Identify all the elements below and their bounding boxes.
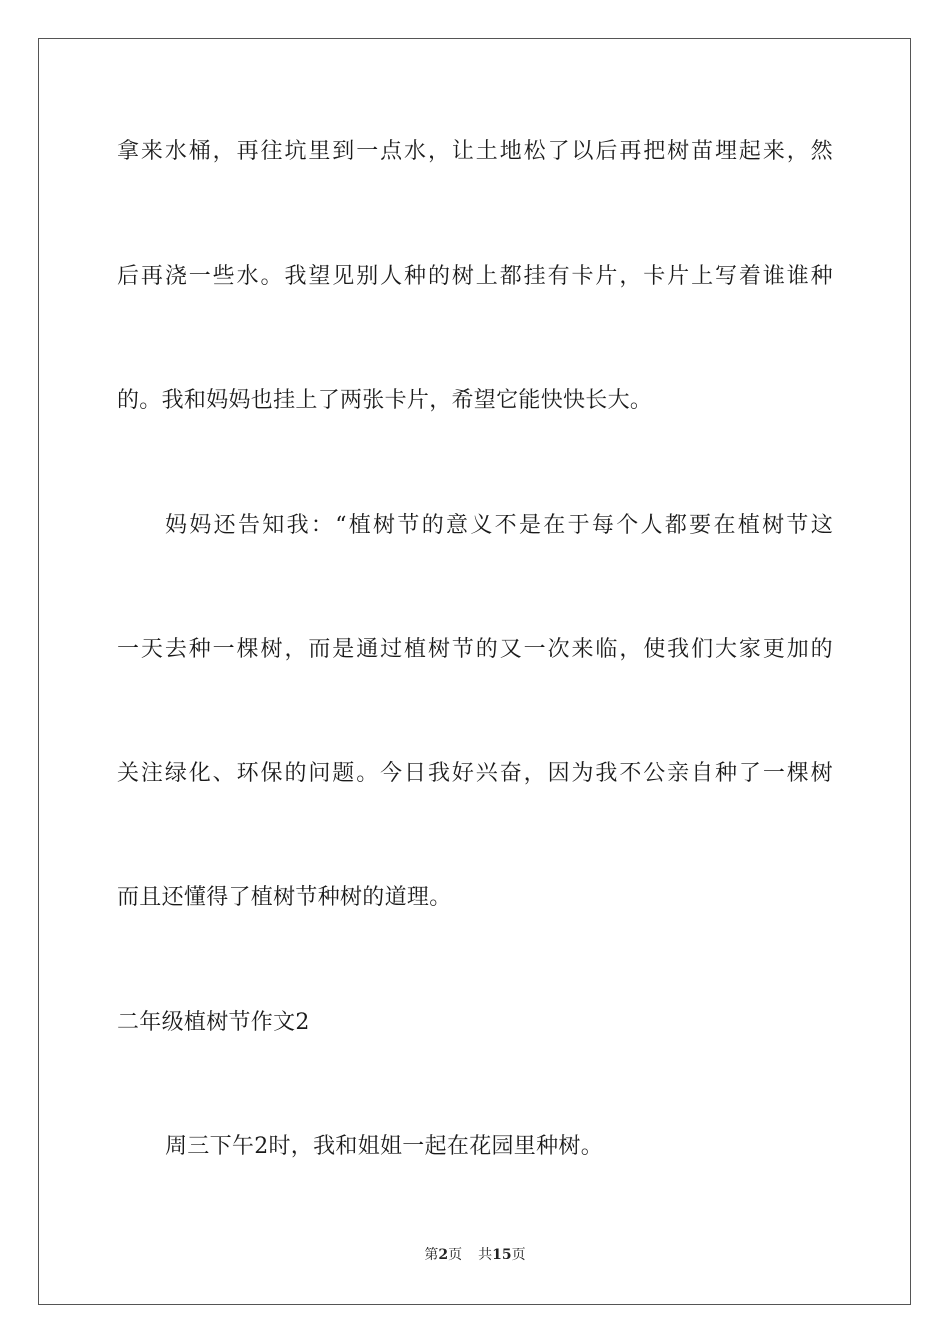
body-line-6: 关注绿化、环保的问题。今日我好兴奋，因为我不公亲自种了一棵树 xyxy=(117,761,833,786)
footer-page-suffix: 页 xyxy=(448,1247,463,1263)
body-line-7: 而且还懂得了植树节种树的道理。 xyxy=(117,885,452,910)
footer-total-suffix: 页 xyxy=(511,1247,526,1263)
footer-total-pages: 15 xyxy=(492,1247,512,1263)
body-line-9: 周三下午2时，我和姐姐一起在花园里种树。 xyxy=(165,1134,603,1159)
body-line-4: 妈妈还告知我：“植树节的意义不是在于每个人都要在植树节这 xyxy=(165,513,833,538)
body-line-2: 后再浇一些水。我望见别人种的树上都挂有卡片，卡片上写着谁谁种 xyxy=(117,264,833,289)
section-heading: 二年级植树节作文2 xyxy=(117,1010,310,1035)
page-footer xyxy=(0,1245,950,1265)
body-line-1: 拿来水桶，再往坑里到一点水，让土地松了以后再把树苗埋起来，然 xyxy=(117,139,833,164)
footer-page-number: 2 xyxy=(438,1247,449,1263)
page-border xyxy=(38,38,911,1305)
body-line-3: 的。我和妈妈也挂上了两张卡片，希望它能快快长大。 xyxy=(117,388,653,413)
footer-total-prefix: 共 xyxy=(478,1247,493,1263)
body-line-5: 一天去种一棵树，而是通过植树节的又一次来临，使我们大家更加的 xyxy=(117,637,833,662)
footer-page-prefix: 第 xyxy=(424,1247,439,1263)
